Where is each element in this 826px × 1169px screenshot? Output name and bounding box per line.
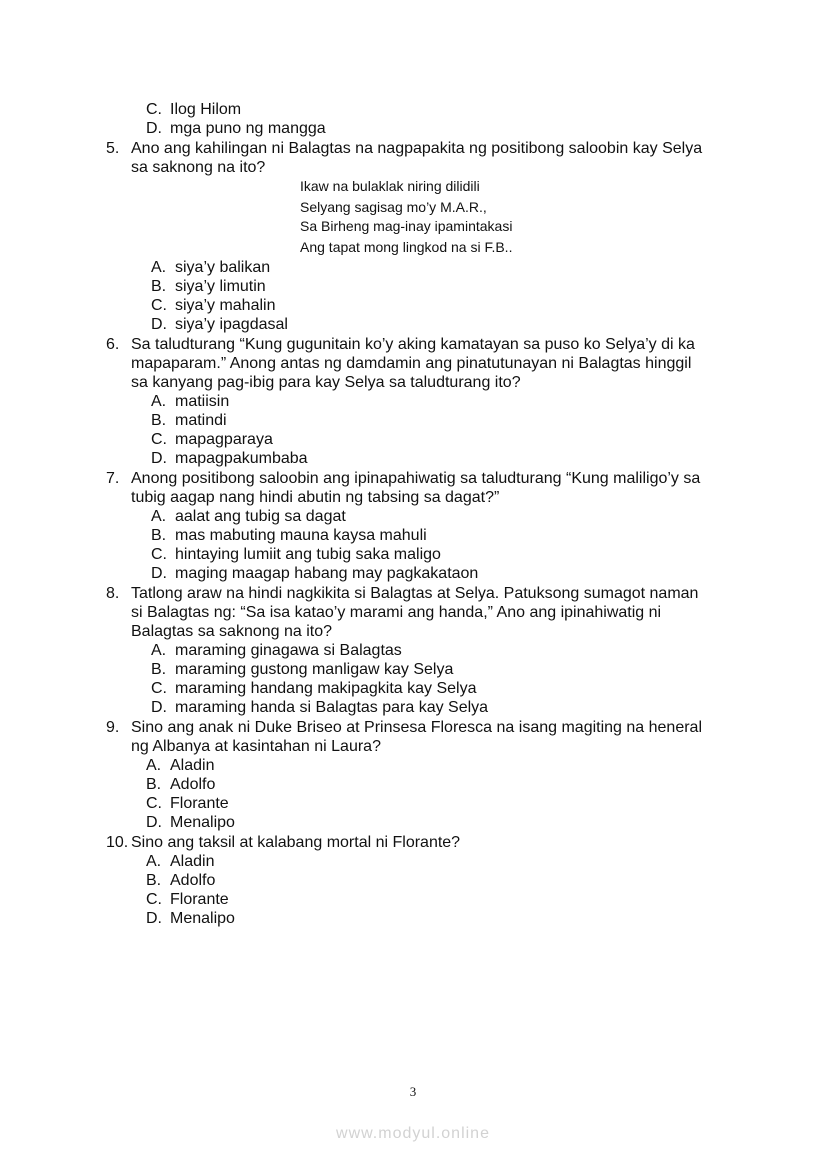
question-number: 5. — [106, 140, 120, 157]
question-number: 7. — [106, 470, 120, 487]
option-item: C. Ilog Hilom — [146, 101, 242, 118]
option-item: A. aalat ang tubig sa dagat — [151, 508, 346, 525]
question-text: sa kanyang pag-ibig para kay Selya sa taludturang ito? — [131, 374, 521, 391]
question-text: Sino ang anak ni Duke Briseo at Prinsesa Floresca na isang magiting na heneral — [131, 719, 702, 736]
page-number: 3 — [409, 1084, 417, 1099]
question-text: ng Albanya at kasintahan ni Laura? — [131, 738, 381, 755]
option-item: B. Adolfo — [146, 872, 216, 889]
option-item: A. Aladin — [146, 757, 215, 774]
option-item: D. mga puno ng mangga — [146, 120, 326, 137]
question-number: 10. — [106, 834, 129, 851]
option-item: C. siya’y mahalin — [151, 297, 276, 314]
question-text: Sa taludturang “Kung gugunitain ko’y aking kamatayan sa puso ko Selya’y di ka — [131, 336, 695, 353]
question-number: 6. — [106, 336, 120, 353]
question-text: Anong positibong saloobin ang ipinapahiwatig sa taludturang “Kung maliligo’y sa — [131, 470, 701, 487]
question-number: 8. — [106, 585, 120, 602]
option-item: B. maraming gustong manligaw kay Selya — [151, 661, 454, 678]
option-item: D. mapagpakumbaba — [151, 450, 308, 467]
option-item: C. hintaying lumiit ang tubig saka maligo — [151, 546, 441, 563]
option-item: C. maraming handang makipagkita kay Selya — [151, 680, 477, 697]
option-item: B. matindi — [151, 412, 227, 429]
question-text: mapaparam.” Anong antas ng damdamin ang pinatutunayan ni Balagtas hinggil — [131, 355, 692, 372]
question-text: sa saknong na ito? — [131, 159, 266, 176]
question-text: Balagtas sa saknong na ito? — [131, 623, 333, 640]
option-item: D. maging maagap habang may pagkakataon — [151, 565, 479, 582]
question-text: Tatlong araw na hindi nagkikita si Balagtas at Selya. Patuksong sumagot naman — [131, 585, 699, 602]
question-text: si Balagtas ng: “Sa isa katao’y marami ang handa,” Ano ang ipinahiwatig ni — [131, 604, 662, 621]
poem-line: Ikaw na bulaklak niring dilidili — [300, 178, 480, 194]
watermark-text: www.modyul.online — [336, 1125, 490, 1142]
option-item: A. matiisin — [151, 393, 230, 410]
question-number: 9. — [106, 719, 120, 736]
poem-line: Sa Birheng mag-inay ipamintakasi — [300, 218, 513, 234]
option-item: D. Menalipo — [146, 910, 235, 927]
option-item: D. siya’y ipagdasal — [151, 316, 288, 333]
question-text: Sino ang taksil at kalabang mortal ni Florante? — [131, 834, 461, 851]
poem-line: Ang tapat mong lingkod na si F.B.. — [300, 239, 513, 255]
option-item: C. Florante — [146, 795, 229, 812]
option-item: A. siya’y balikan — [151, 259, 271, 276]
option-item: A. maraming ginagawa si Balagtas — [151, 642, 402, 659]
option-item: D. Menalipo — [146, 814, 235, 831]
option-item: A. Aladin — [146, 853, 215, 870]
option-item: B. mas mabuting mauna kaysa mahuli — [151, 527, 427, 544]
option-item: D. maraming handa si Balagtas para kay Selya — [151, 699, 489, 716]
option-item: B. Adolfo — [146, 776, 216, 793]
question-text: Ano ang kahilingan ni Balagtas na nagpapakita ng positibong saloobin kay Selya — [131, 140, 703, 157]
option-item: B. siya’y limutin — [151, 278, 266, 295]
poem-line: Selyang sagisag mo’y M.A.R., — [300, 199, 487, 215]
question-text: tubig aagap nang hindi abutin ng tabsing sa dagat?” — [131, 489, 500, 506]
option-item: C. Florante — [146, 891, 229, 908]
option-item: C. mapagparaya — [151, 431, 273, 448]
